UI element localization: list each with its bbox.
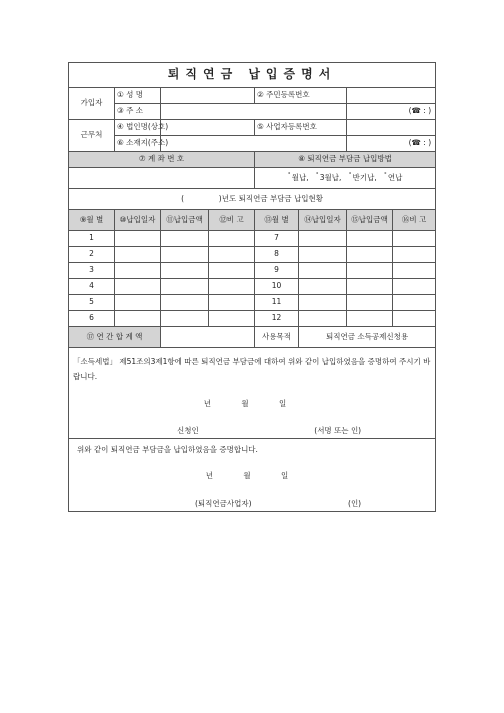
workplace-section-label: 근무처 xyxy=(69,120,115,152)
method-checkbox[interactable]: ˚ xyxy=(287,172,291,180)
header-amount: ⑪납입금액 xyxy=(161,210,209,231)
rrn-label: ② 주민등록번호 xyxy=(255,88,347,104)
remark-cell[interactable] xyxy=(393,247,436,263)
pay-date-cell[interactable] xyxy=(299,295,347,311)
remark-cell[interactable] xyxy=(393,263,436,279)
status-suffix: )년도 퇴직연금 부담금 납입현황 xyxy=(218,193,324,203)
header-amount-2: ⑮납입금액 xyxy=(347,210,393,231)
header-pay-date-2: ⑭납입일자 xyxy=(299,210,347,231)
address-field[interactable] xyxy=(161,104,347,120)
month-cell: 1 xyxy=(69,231,115,247)
remark-cell[interactable] xyxy=(393,295,436,311)
pay-date-cell[interactable] xyxy=(115,231,161,247)
corp-name-label: ④ 법인명(상호) xyxy=(115,120,161,136)
month-cell: 12 xyxy=(255,311,299,327)
workplace-phone[interactable]: (☎ : ) xyxy=(347,136,436,152)
status-prefix: ( xyxy=(181,193,184,203)
month-cell: 11 xyxy=(255,295,299,311)
amount-cell[interactable] xyxy=(347,247,393,263)
table-row xyxy=(69,231,436,247)
annual-total-field[interactable] xyxy=(161,327,255,348)
month-cell: 9 xyxy=(255,263,299,279)
certification-text: 위와 같이 퇴직연금 부담금을 납입하였음을 증명합니다. xyxy=(77,445,258,454)
issuer-seal[interactable]: (인) xyxy=(348,499,362,508)
pay-date-cell[interactable] xyxy=(115,311,161,327)
statement-date[interactable]: 년 월 일 xyxy=(203,399,301,408)
method-checkbox[interactable]: ˚ xyxy=(315,172,319,180)
month-cell: 2 xyxy=(69,247,115,263)
applicant-label: 신청인 xyxy=(177,426,199,435)
account-number-label: ⑦ 계 좌 번 호 xyxy=(69,152,255,168)
amount-cell[interactable] xyxy=(347,279,393,295)
pay-date-cell[interactable] xyxy=(299,231,347,247)
name-label: ① 성 명 xyxy=(115,88,161,104)
location-label: ⑥ 소재지(주소) xyxy=(115,136,161,152)
certification-section xyxy=(69,439,436,512)
account-number-field[interactable] xyxy=(69,168,255,189)
table-row xyxy=(69,279,436,295)
location-field[interactable] xyxy=(161,136,347,152)
amount-cell[interactable] xyxy=(347,231,393,247)
amount-cell[interactable] xyxy=(161,263,209,279)
method-semiannual: 반기납 xyxy=(352,172,375,182)
pay-date-cell[interactable] xyxy=(115,279,161,295)
header-month-2: ⑬월 별 xyxy=(255,210,299,231)
corp-name-field[interactable] xyxy=(161,120,255,136)
month-cell: 6 xyxy=(69,311,115,327)
table-row xyxy=(69,295,436,311)
biz-reg-field[interactable] xyxy=(347,120,436,136)
header-remark-2: ⑯비 고 xyxy=(393,210,436,231)
subscriber-section-label: 가입자 xyxy=(69,88,115,120)
pension-certificate-form xyxy=(68,62,435,512)
pay-date-cell[interactable] xyxy=(299,311,347,327)
amount-cell[interactable] xyxy=(161,279,209,295)
amount-cell[interactable] xyxy=(161,295,209,311)
pay-date-cell[interactable] xyxy=(299,279,347,295)
payment-status-heading xyxy=(69,189,436,210)
pay-date-cell[interactable] xyxy=(115,247,161,263)
header-pay-date: ⑩납입일자 xyxy=(115,210,161,231)
remark-cell[interactable] xyxy=(209,311,255,327)
month-cell: 3 xyxy=(69,263,115,279)
amount-cell[interactable] xyxy=(161,311,209,327)
remark-cell[interactable] xyxy=(209,263,255,279)
remark-cell[interactable] xyxy=(209,279,255,295)
certification-date[interactable]: 년 월 일 xyxy=(205,471,303,480)
name-field[interactable] xyxy=(161,88,255,104)
method-annual: 연납 xyxy=(387,172,403,182)
header-month: ⑨월 별 xyxy=(69,210,115,231)
month-cell: 8 xyxy=(255,247,299,263)
pay-date-cell[interactable] xyxy=(299,263,347,279)
month-cell: 7 xyxy=(255,231,299,247)
method-checkbox[interactable]: ˚ xyxy=(348,172,352,180)
table-row xyxy=(69,311,436,327)
month-cell: 10 xyxy=(255,279,299,295)
purpose-label: 사용목적 xyxy=(255,327,299,348)
month-cell: 4 xyxy=(69,279,115,295)
purpose-value: 퇴직연금 소득공제신청용 xyxy=(299,327,436,348)
certificate-table xyxy=(68,62,436,512)
remark-cell[interactable] xyxy=(393,311,436,327)
method-quarterly: 3월납 xyxy=(319,172,340,182)
pay-date-cell[interactable] xyxy=(115,295,161,311)
method-checkbox[interactable]: ˚ xyxy=(383,172,387,180)
rrn-field[interactable] xyxy=(347,88,436,104)
month-cell: 5 xyxy=(69,295,115,311)
subscriber-phone[interactable]: (☎ : ) xyxy=(347,104,436,120)
annual-total-label: ⑰ 연 간 합 계 액 xyxy=(69,327,161,348)
remark-cell[interactable] xyxy=(393,231,436,247)
table-row xyxy=(69,247,436,263)
amount-cell[interactable] xyxy=(161,247,209,263)
issuer-label: (퇴직연금사업자) xyxy=(195,499,252,508)
biz-reg-label: ⑤ 사업자등록번호 xyxy=(255,120,347,136)
applicant-signature[interactable]: (서명 또는 인) xyxy=(314,426,362,435)
payment-method-options: ˚월납, ˚3월납, ˚반기납, ˚연납 xyxy=(255,168,436,189)
remark-cell[interactable] xyxy=(393,279,436,295)
applicant-statement-section xyxy=(69,348,436,439)
statement-text: 「소득세법」 제51조의3제1항에 따른 퇴직연금 부담금에 대하여 위와 같이 납입하였음을 증명하여 주시기 바랍니다. xyxy=(73,357,431,381)
method-monthly: 월납 xyxy=(291,172,307,182)
amount-cell[interactable] xyxy=(347,295,393,311)
payment-method-label: ⑧ 퇴직연금 부담금 납입방법 xyxy=(255,152,436,168)
pay-date-cell[interactable] xyxy=(299,247,347,263)
form-title: 퇴직연금 납입증명서 xyxy=(69,63,436,88)
pay-date-cell[interactable] xyxy=(115,263,161,279)
remark-cell[interactable] xyxy=(209,247,255,263)
header-remark: ⑫비 고 xyxy=(209,210,255,231)
amount-cell[interactable] xyxy=(161,231,209,247)
amount-cell[interactable] xyxy=(347,263,393,279)
remark-cell[interactable] xyxy=(209,295,255,311)
amount-cell[interactable] xyxy=(347,311,393,327)
remark-cell[interactable] xyxy=(209,231,255,247)
address-label: ③ 주 소 xyxy=(115,104,161,120)
table-row xyxy=(69,263,436,279)
